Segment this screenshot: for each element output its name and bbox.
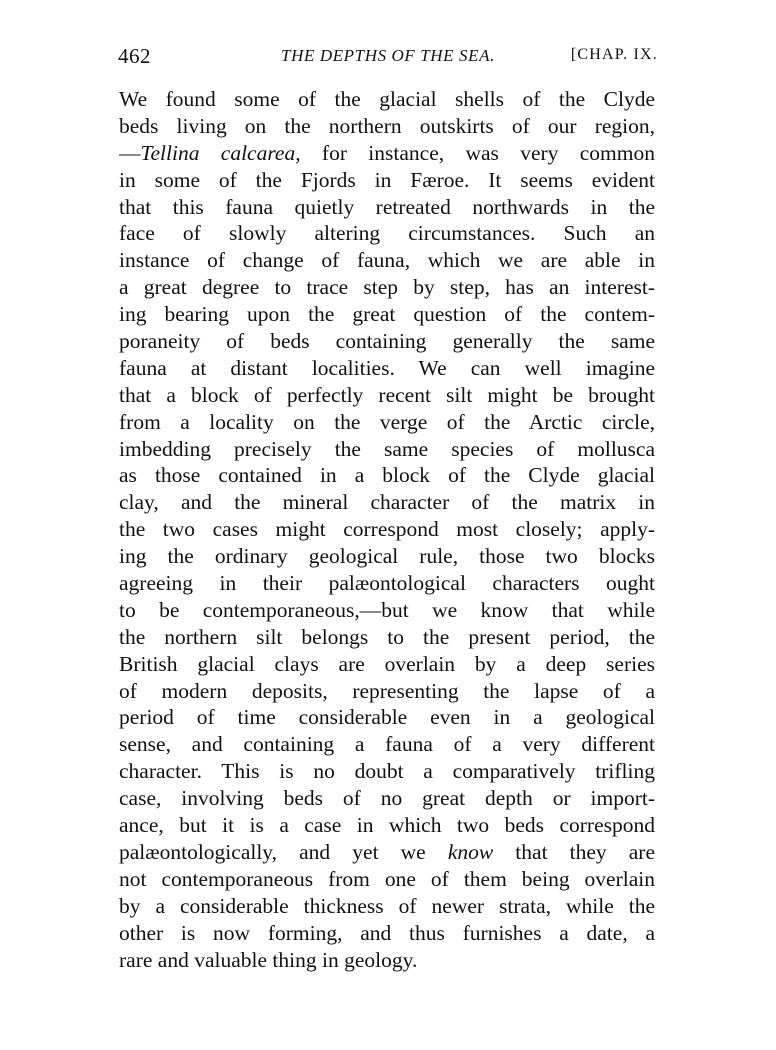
text-line: British glacial clays are overlain by a deep series: [119, 651, 655, 676]
text-line: clay, and the mineral character of the matrix in: [119, 490, 655, 515]
text-line: ing bearing upon the great question of the contem-: [119, 302, 655, 327]
page-number: 462: [118, 44, 151, 68]
text-line: the two cases might correspond most closely; apply-: [119, 517, 655, 542]
text-line: from a locality on the verge of the Arctic circle,: [119, 409, 655, 434]
text-line: poraneity of beds containing generally the same: [119, 329, 655, 354]
running-head: [118, 44, 658, 74]
text-line: period of time considerable even in a geological: [119, 705, 655, 730]
text-line: beds living on the northern outskirts of our region,: [119, 113, 655, 138]
text-line: of modern deposits, representing the lapse of a: [119, 678, 655, 703]
text-line: by a considerable thickness of newer strata, while the: [119, 893, 655, 918]
text-line: the northern silt belongs to the present period, the: [119, 624, 655, 649]
text-line: in some of the Fjords in Færoe. It seems evident: [119, 167, 655, 192]
text-line: face of slowly altering circumstances. Such an: [119, 221, 655, 246]
text-line: imbedding precisely the same species of mollusca: [119, 436, 655, 461]
text-line: ance, but it is a case in which two beds correspond: [119, 813, 655, 838]
text-line: a great degree to trace step by step, has an interest-: [119, 275, 655, 300]
text-line-lead: —: [119, 140, 141, 165]
text-line: fauna at distant localities. We can well imagine: [119, 355, 655, 380]
text-line: to be contemporaneous,—but we know that while: [119, 597, 655, 622]
text-line: sense, and containing a fauna of a very different: [119, 732, 655, 757]
text-line: We found some of the glacial shells of the Clyde: [119, 87, 655, 111]
chapter-reference: [CHAP. IX.: [570, 46, 658, 63]
emphasis-italic: know: [447, 839, 494, 864]
text-line-final: rare and valuable thing in geology.: [119, 947, 418, 972]
text-line: case, involving beds of no great depth or import-: [119, 786, 655, 811]
text-line-tail: for instance, was very common: [300, 140, 655, 165]
text-line: instance of change of fauna, which we are able in: [119, 248, 655, 273]
text-line: that this fauna quietly retreated northwards in the: [119, 194, 655, 219]
body-text: [119, 86, 655, 973]
text-line: agreeing in their palæontological characters ought: [119, 571, 655, 596]
text-line: ing the ordinary geological rule, those two blocks: [119, 544, 655, 569]
species-name-italic: Tellina calcarea,: [140, 140, 301, 165]
text-line: as those contained in a block of the Clyde glacial: [119, 463, 655, 488]
text-line-lead: palæontologically, and yet we: [119, 839, 448, 864]
running-title: THE DEPTHS OF THE SEA.: [281, 46, 495, 65]
text-line: other is now forming, and thus furnishes a date, a: [119, 920, 655, 945]
text-line: not contemporaneous from one of them being overlain: [119, 866, 655, 891]
text-line: that a block of perfectly recent silt might be brought: [119, 382, 655, 407]
text-line: [119, 140, 655, 167]
text-line: [119, 839, 655, 866]
text-line: character. This is no doubt a comparatively trifling: [119, 759, 655, 784]
text-line-tail: that they are: [493, 839, 655, 864]
